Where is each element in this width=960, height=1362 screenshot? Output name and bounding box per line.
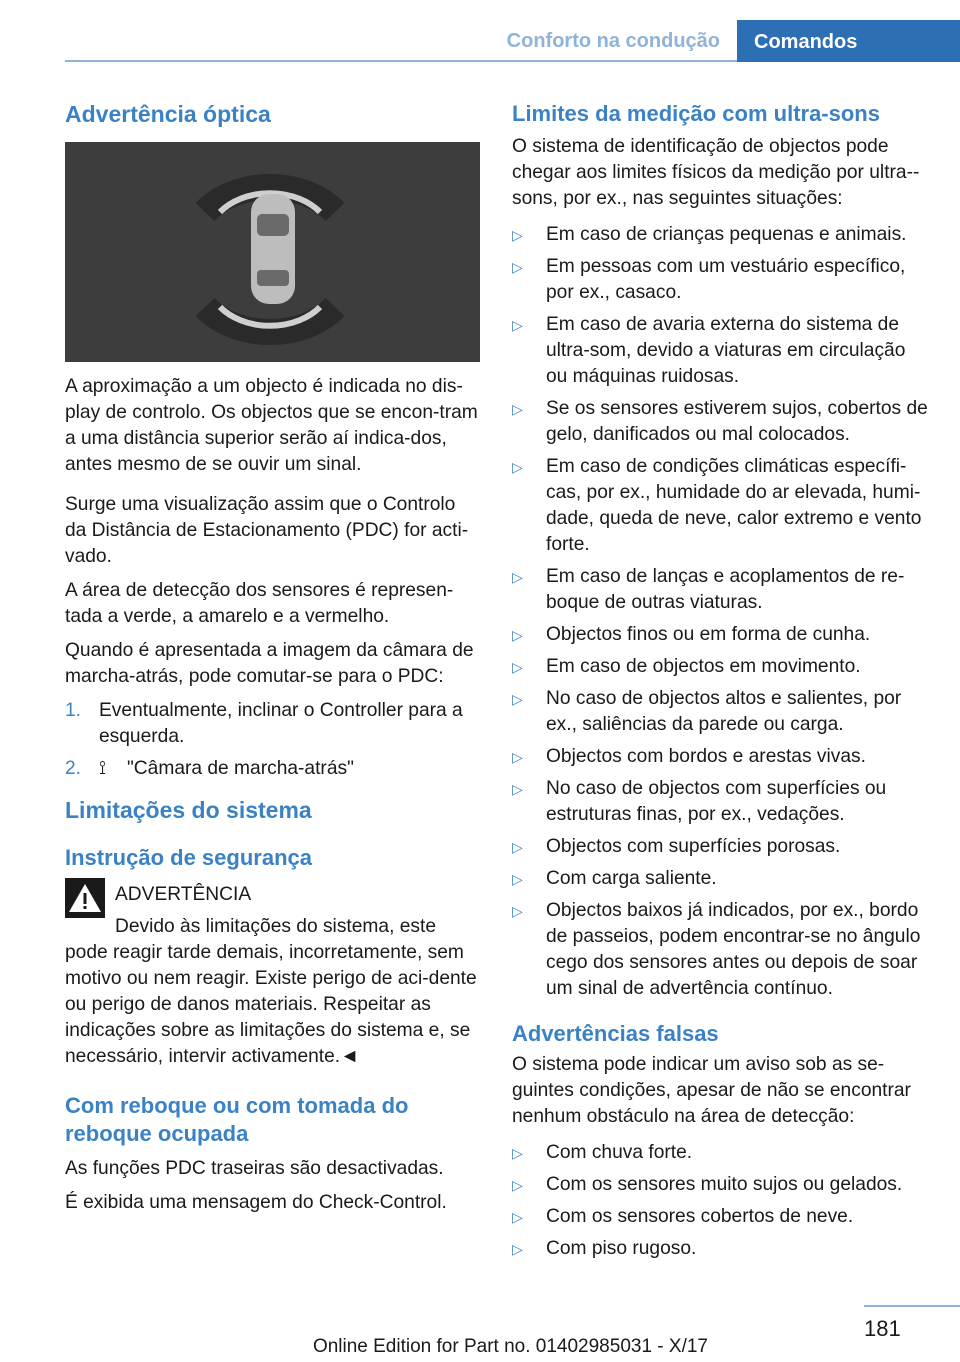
- heading-safety: Instrução de segurança: [65, 845, 312, 870]
- step-text: Eventualmente, inclinar o Controller para a esquerda.: [99, 700, 463, 747]
- list-item: ▷ Em caso de lanças e acoplamentos de re-boque de outras viaturas.: [512, 566, 905, 613]
- camera-icon: ⟟: [99, 758, 107, 779]
- bullet-triangle-icon: ▷: [512, 659, 523, 675]
- bullet-triangle-icon: ▷: [512, 227, 523, 243]
- list-item: ▷ Em caso de crianças pequenas e animais.: [512, 222, 932, 248]
- heading-trailer: Com reboque ou com tomada do reboque ocupada: [65, 1093, 409, 1146]
- paragraph-colors: A área de detecção dos sensores é represen-tada a verde, a amarelo e a vermelho.: [65, 580, 454, 627]
- bullet-triangle-icon: ▷: [512, 903, 523, 919]
- list-item: ▷ Objectos com bordos e arestas vivas.: [512, 744, 932, 770]
- footer-rule: [864, 1305, 960, 1307]
- step-item: [65, 698, 481, 750]
- list-item: ▷ No caso de objectos altos e salientes, por ex., saliências da parede ou carga.: [512, 688, 902, 735]
- bullet-triangle-icon: ▷: [512, 627, 523, 643]
- header-section-title: Conforto na condução: [506, 30, 720, 52]
- limits-list: [512, 222, 932, 1002]
- bullet-triangle-icon: ▷: [512, 317, 523, 333]
- paragraph-trailer-pdc: As funções PDC traseiras são desactivadas.: [65, 1158, 444, 1179]
- heading-ultrasound-limits: Limites da medição com ultra-sons: [512, 101, 880, 126]
- bullet-triangle-icon: ▷: [512, 259, 523, 275]
- list-item: ▷ Com chuva forte.: [512, 1140, 932, 1166]
- step-item: [65, 756, 481, 782]
- paragraph-camera: Quando é apresentada a imagem da câmara de marcha-atrás, pode comutar-se para o PDC:: [65, 640, 474, 687]
- paragraph-activation: Surge uma visualização assim que o Controlo da Distância de Estacionamento (PDC) for acti-vado.: [65, 494, 469, 567]
- bullet-triangle-icon: ▷: [512, 401, 523, 417]
- bullet-triangle-icon: ▷: [512, 839, 523, 855]
- step-number: 2.: [65, 758, 82, 779]
- bullet-triangle-icon: ▷: [512, 459, 523, 475]
- bullet-triangle-icon: ▷: [512, 871, 523, 887]
- warning-triangle-icon: [65, 878, 105, 918]
- edition-note: Online Edition for Part no. 01402985031 - X/17: [312, 1336, 708, 1357]
- list-item: ▷ Objectos com superfícies porosas.: [512, 834, 932, 860]
- heading-system-limits: Limitações do sistema: [65, 797, 312, 823]
- paragraph-false-intro: O sistema pode indicar um aviso sob as se-guintes condições, apesar de não se encontrar nenhum obstáculo na área de detecção:: [512, 1054, 911, 1127]
- list-item: ▷ Com os sensores cobertos de neve.: [512, 1204, 932, 1230]
- list-item: ▷ Objectos baixos já indicados, por ex., bordo de passeios, podem encontrar-se no ângulo cego dos sensores antes ou depois de soar um sinal de advertência contínuo.: [512, 900, 921, 999]
- bullet-triangle-icon: ▷: [512, 749, 523, 765]
- left-column: [65, 100, 481, 1216]
- list-item: ▷ Se os sensores estiverem sujos, cobertos de gelo, danificados ou mal colocados.: [512, 398, 928, 445]
- paragraph-approach: A aproximação a um objecto é indicada no dis-play de controlo. Os objectos que se encon-tram a uma distância superior serão aí indica-dos, antes mesmo de se ouvir um sinal.: [65, 376, 478, 475]
- list-item: ▷ Com piso rugoso.: [512, 1236, 932, 1262]
- list-item: ▷ Em caso de condições climáticas específi-cas, por ex., humidade do ar elevada, humi-dade, queda de neve, calor extremo e vento forte.: [512, 456, 922, 555]
- bullet-triangle-icon: ▷: [512, 691, 523, 707]
- bullet-triangle-icon: ▷: [512, 1209, 523, 1225]
- list-item: ▷ Com carga saliente.: [512, 866, 932, 892]
- paragraph-ultrasound-intro: O sistema de identificação de objectos pode chegar aos limites físicos da medição por ultra--sons, por ex., nas seguintes situações:: [512, 136, 920, 209]
- paragraph-check-control: É exibida uma mensagem do Check-Control.: [65, 1192, 447, 1213]
- car-sensor-illustration: [65, 142, 480, 362]
- step-number: 1.: [65, 700, 82, 721]
- bullet-triangle-icon: ▷: [512, 1241, 523, 1257]
- list-item: ▷ Em pessoas com um vestuário específico, por ex., casaco.: [512, 256, 906, 303]
- list-item: ▷ Em caso de avaria externa do sistema de ultra-som, devido a viaturas em circulação ou máquinas ruidosas.: [512, 314, 906, 387]
- bullet-triangle-icon: ▷: [512, 781, 523, 797]
- page-number: 181: [864, 1316, 901, 1341]
- bullet-triangle-icon: ▷: [512, 1177, 523, 1193]
- bullet-triangle-icon: ▷: [512, 1145, 523, 1161]
- warning-block: [65, 882, 481, 908]
- false-warnings-list: [512, 1140, 932, 1262]
- right-column: [512, 100, 932, 1268]
- list-item: ▷ Objectos finos ou em forma de cunha.: [512, 622, 932, 648]
- pdc-display-image: [65, 142, 480, 362]
- heading-optical-warning: Advertência óptica: [65, 101, 271, 127]
- warning-text: Devido às limitações do sistema, este pode reagir tarde demais, incorretamente, sem motivo ou nem reagir. Existe perigo de aci-dente ou perigo de danos materiais. Respeitar as indicações sobre as limitações do sistema e, se necessário, intervir activamente.◄: [65, 916, 477, 1067]
- list-item: ▷ No caso de objectos com superfícies ou estruturas finas, por ex., vedações.: [512, 778, 887, 825]
- list-item: ▷ Em caso de objectos em movimento.: [512, 654, 932, 680]
- header-tab: Comandos: [737, 20, 960, 62]
- list-item: ▷ Com os sensores muito sujos ou gelados.: [512, 1172, 932, 1198]
- steps-list: [65, 698, 481, 782]
- warning-title: ADVERTÊNCIA: [115, 884, 252, 905]
- bullet-triangle-icon: ▷: [512, 569, 523, 585]
- heading-false-warnings: Advertências falsas: [512, 1021, 719, 1046]
- step-text: "Câmara de marcha-atrás": [127, 758, 354, 779]
